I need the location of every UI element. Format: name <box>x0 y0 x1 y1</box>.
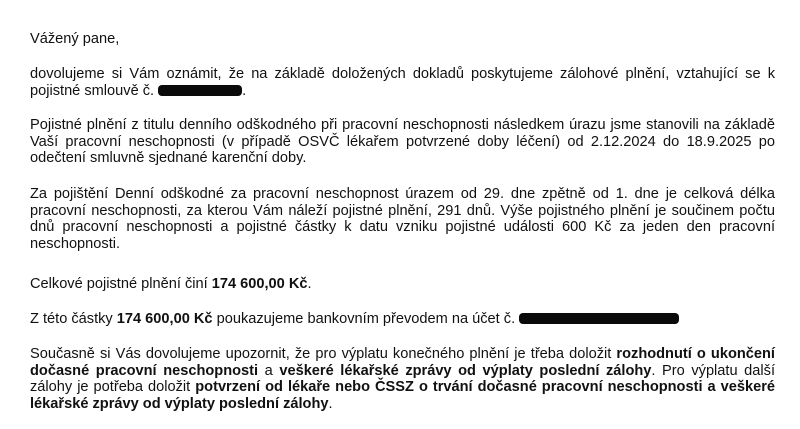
intro-end: . <box>242 82 247 99</box>
redacted-policy-number <box>158 85 242 96</box>
total-paragraph <box>30 276 775 293</box>
notice-part4: . <box>328 395 333 412</box>
transfer-prefix: Z této částky <box>30 311 117 327</box>
duration-paragraph: Za pojištění Denní odškodné za pracovní neschopnost úrazem od 29. dne zpětně od 1. dne je celková délka pracovní neschopnosti, za kterou Vám náleží pojistné plnění, 291 dnů. Výše pojistného plnění je součinem počtu dnů pracovní neschopnosti a pojistné částky k datu vzniku pojistné události 600 Kč za jeden den pracovní neschopnosti. <box>30 186 775 252</box>
total-suffix: . <box>307 276 312 292</box>
transfer-paragraph <box>30 311 775 328</box>
notice-bold3: potvrzení od lékaře nebo ČSSZ o trvání dočasné pracovní neschopnosti a veškeré lékařské zprávy od výplaty poslední zálohy <box>30 379 776 412</box>
notice-part2: a <box>258 362 280 379</box>
total-prefix: Celkové pojistné plnění činí <box>30 276 212 292</box>
notice-bold2: veškeré lékařské zprávy od výplaty poslední zálohy <box>279 362 652 379</box>
intro-text: dovolujeme si Vám oznámit, že na základě doložených dokladů poskytujeme zálohové plnění, vztahující se k pojistné smlouvě č. <box>30 66 775 99</box>
intro-paragraph <box>30 66 775 99</box>
notice-paragraph <box>30 346 775 412</box>
notice-part1: Současně si Vás dovolujeme upozornit, že pro výplatu konečného plnění je třeba doložit <box>30 346 617 362</box>
notice-bold1: rozhodnutí o ukončení dočasné pracovní neschopnosti <box>30 346 775 379</box>
redacted-account-number <box>519 313 679 324</box>
total-amount: 174 600,00 Kč <box>211 276 308 292</box>
benefit-paragraph: Pojistné plnění z titulu denního odškodného při pracovní neschopnosti následkem úrazu jsme stanovili na základě Vaší pracovní neschopnosti (v případě OSVČ lékařem potvrzené doby léčení) od 2.12.2024 do 18.9.2025 po odečtení smluvně sjednané karenční doby. <box>30 117 775 166</box>
salutation: Vážený pane, <box>30 31 120 47</box>
transfer-suffix: poukazujeme bankovním převodem na účet č. <box>212 311 516 327</box>
notice-part3: . Pro výplatu další zálohy je potřeba doložit <box>30 362 775 395</box>
transfer-amount: 174 600,00 Kč <box>116 311 213 327</box>
